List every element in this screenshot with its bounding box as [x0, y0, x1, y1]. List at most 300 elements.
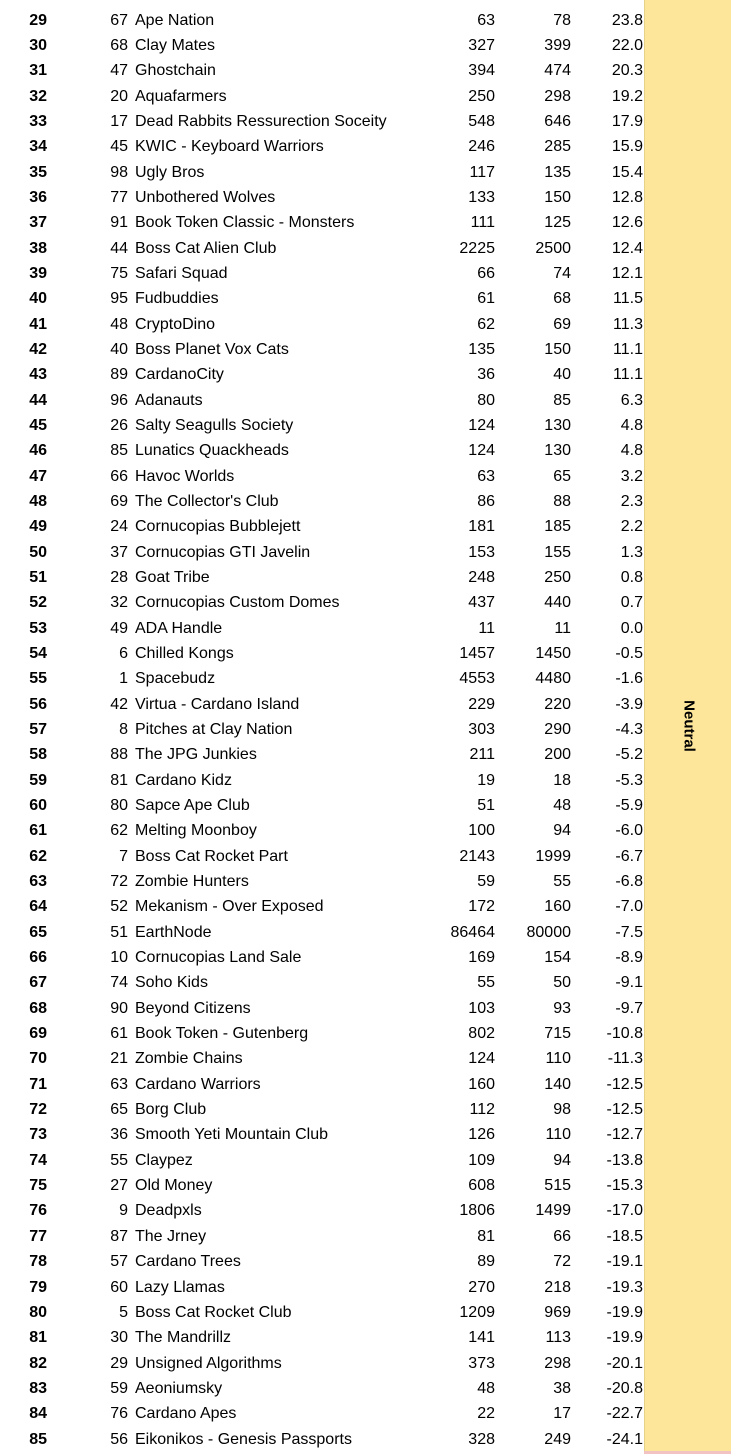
name-cell: Smooth Yeti Mountain Club	[135, 1126, 329, 1144]
value-b-cell: 74	[553, 264, 571, 282]
id-cell: 5	[119, 1303, 128, 1321]
value-a-cell: 48	[477, 1379, 495, 1397]
name-cell: Soho Kids	[135, 974, 208, 992]
id-cell: 37	[110, 543, 128, 561]
id-cell: 1	[119, 670, 128, 688]
rank-cell: 40	[29, 290, 47, 308]
rank-cell: 53	[29, 619, 47, 637]
rank-cell: 66	[29, 949, 47, 967]
table-row	[0, 362, 644, 387]
percent-cell: -5.2	[615, 746, 643, 764]
name-cell: Lazy Llamas	[135, 1278, 225, 1296]
value-a-cell: 61	[477, 290, 495, 308]
percent-cell: 23.8	[611, 11, 643, 29]
rank-cell: 56	[29, 695, 47, 713]
value-a-cell: 141	[468, 1329, 495, 1347]
percent-cell: 15.9	[611, 138, 643, 156]
id-cell: 66	[110, 467, 128, 485]
value-b-cell: 150	[544, 188, 571, 206]
table-row	[0, 1427, 644, 1452]
percent-cell: -19.1	[606, 1253, 643, 1271]
table-row	[0, 337, 644, 362]
name-cell: Mekanism - Over Exposed	[135, 898, 324, 916]
value-b-cell: 2500	[535, 239, 571, 257]
value-b-cell: 440	[544, 594, 571, 612]
rank-cell: 81	[29, 1329, 47, 1347]
id-cell: 81	[110, 771, 128, 789]
table-row	[0, 8, 644, 33]
value-b-cell: 220	[544, 695, 571, 713]
value-a-cell: 124	[468, 416, 495, 434]
name-cell: Havoc Worlds	[135, 467, 235, 485]
value-a-cell: 373	[468, 1354, 495, 1372]
name-cell: Aeoniumsky	[135, 1379, 223, 1397]
name-cell: Book Token Classic - Monsters	[135, 214, 355, 232]
name-cell: Salty Seagulls Society	[135, 416, 294, 434]
percent-cell: 20.3	[611, 62, 643, 80]
rank-cell: 71	[29, 1075, 47, 1093]
id-cell: 51	[110, 923, 128, 941]
percent-cell: -18.5	[606, 1227, 643, 1245]
value-a-cell: 2143	[459, 847, 495, 865]
id-cell: 10	[110, 949, 128, 967]
value-b-cell: 93	[553, 999, 571, 1017]
value-a-cell: 2225	[459, 239, 495, 257]
table-row	[0, 286, 644, 311]
table-row	[0, 996, 644, 1021]
value-a-cell: 86464	[450, 923, 495, 941]
value-a-cell: 4553	[459, 670, 495, 688]
value-b-cell: 1499	[535, 1202, 571, 1220]
id-cell: 85	[110, 442, 128, 460]
percent-cell: 1.3	[620, 543, 643, 561]
table-row	[0, 1249, 644, 1274]
rank-cell: 37	[29, 214, 47, 232]
rank-cell: 58	[29, 746, 47, 764]
name-cell: Unsigned Algorithms	[135, 1354, 282, 1372]
name-cell: The Collector's Club	[135, 492, 279, 510]
table-row	[0, 33, 644, 58]
rank-cell: 85	[29, 1430, 47, 1448]
value-b-cell: 200	[544, 746, 571, 764]
percent-cell: 17.9	[611, 112, 643, 130]
id-cell: 59	[110, 1379, 128, 1397]
table-row	[0, 768, 644, 793]
value-b-cell: 250	[544, 568, 571, 586]
id-cell: 44	[110, 239, 128, 257]
value-b-cell: 113	[545, 1329, 571, 1347]
id-cell: 76	[110, 1405, 128, 1423]
table-row	[0, 438, 644, 463]
value-b-cell: 4480	[535, 670, 571, 688]
value-a-cell: 802	[468, 1025, 495, 1043]
percent-cell: -13.8	[606, 1151, 643, 1169]
value-a-cell: 169	[468, 949, 495, 967]
rank-cell: 57	[29, 721, 47, 739]
value-b-cell: 94	[553, 1151, 571, 1169]
id-cell: 60	[110, 1278, 128, 1296]
percent-cell: -12.7	[606, 1126, 643, 1144]
value-a-cell: 117	[469, 163, 495, 181]
percent-cell: -9.7	[615, 999, 643, 1017]
percent-cell: -22.7	[606, 1405, 643, 1423]
id-cell: 55	[110, 1151, 128, 1169]
table-row	[0, 540, 644, 565]
table-row	[0, 261, 644, 286]
table-row	[0, 666, 644, 691]
value-b-cell: 68	[553, 290, 571, 308]
percent-cell: 12.1	[611, 264, 643, 282]
value-a-cell: 126	[468, 1126, 495, 1144]
value-a-cell: 135	[468, 340, 495, 358]
value-a-cell: 303	[468, 721, 495, 739]
rank-cell: 60	[29, 797, 47, 815]
id-cell: 69	[110, 492, 128, 510]
table-row	[0, 489, 644, 514]
table-row	[0, 641, 644, 666]
value-a-cell: 62	[477, 315, 495, 333]
value-a-cell: 1457	[459, 645, 495, 662]
value-b-cell: 38	[553, 1379, 571, 1397]
rank-cell: 78	[29, 1253, 47, 1271]
value-b-cell: 94	[553, 822, 571, 840]
table-row	[0, 590, 644, 615]
value-a-cell: 160	[468, 1075, 495, 1093]
value-b-cell: 646	[544, 112, 571, 130]
table-row	[0, 565, 644, 590]
id-cell: 7	[119, 847, 128, 865]
value-a-cell: 270	[468, 1278, 495, 1296]
value-a-cell: 59	[477, 873, 495, 891]
rank-cell: 48	[29, 492, 47, 510]
value-a-cell: 394	[468, 62, 495, 80]
table-row	[0, 894, 644, 919]
value-b-cell: 140	[544, 1075, 571, 1093]
name-cell: The JPG Junkies	[135, 746, 257, 764]
value-a-cell: 548	[468, 112, 495, 130]
value-b-cell: 130	[544, 442, 571, 460]
value-a-cell: 66	[477, 264, 495, 282]
name-cell: Adanauts	[135, 391, 203, 409]
id-cell: 68	[110, 36, 128, 54]
rank-cell: 50	[29, 543, 47, 561]
value-b-cell: 98	[553, 1101, 571, 1119]
value-b-cell: 185	[544, 518, 571, 536]
table-row	[0, 413, 644, 438]
value-a-cell: 328	[468, 1430, 495, 1448]
table-row	[0, 1325, 644, 1350]
rank-cell: 47	[29, 467, 47, 485]
name-cell: Cardano Warriors	[135, 1075, 261, 1093]
value-a-cell: 211	[469, 746, 495, 764]
percent-cell: -5.3	[615, 771, 643, 789]
name-cell: Pitches at Clay Nation	[135, 721, 293, 739]
name-cell: Zombie Chains	[135, 1050, 243, 1068]
value-b-cell: 290	[544, 721, 571, 739]
value-a-cell: 327	[468, 36, 495, 54]
percent-cell: -6.7	[615, 847, 643, 865]
id-cell: 32	[110, 594, 128, 612]
rank-cell: 80	[29, 1303, 47, 1321]
value-a-cell: 124	[468, 1050, 495, 1068]
name-cell: Boss Planet Vox Cats	[135, 340, 289, 358]
rank-cell: 46	[29, 442, 47, 460]
rank-cell: 51	[29, 568, 47, 586]
value-a-cell: 124	[468, 442, 495, 460]
percent-cell: -4.3	[615, 721, 643, 739]
id-cell: 42	[110, 695, 128, 713]
value-a-cell: 63	[477, 11, 495, 29]
rank-cell: 69	[29, 1025, 47, 1043]
table-row	[0, 109, 644, 134]
id-cell: 67	[110, 11, 128, 29]
value-a-cell: 22	[477, 1405, 495, 1423]
name-cell: Dead Rabbits Ressurection Soceity	[135, 112, 387, 130]
percent-cell: -10.8	[606, 1025, 643, 1043]
rank-cell: 44	[29, 391, 47, 409]
percent-cell: -17.0	[606, 1202, 643, 1220]
id-cell: 29	[110, 1354, 128, 1372]
id-cell: 56	[110, 1430, 128, 1448]
id-cell: 75	[110, 264, 128, 282]
value-b-cell: 298	[544, 1354, 571, 1372]
name-cell: Cornucopias Bubblejett	[135, 518, 301, 536]
id-cell: 26	[110, 416, 128, 434]
percent-cell: 19.2	[611, 87, 643, 105]
value-a-cell: 51	[477, 797, 495, 815]
name-cell: Unbothered Wolves	[135, 188, 276, 206]
name-cell: Virtua - Cardano Island	[135, 695, 300, 713]
id-cell: 36	[110, 1126, 128, 1144]
table-row	[0, 210, 644, 235]
name-cell: Goat Tribe	[135, 568, 210, 586]
table-row	[0, 464, 644, 489]
id-cell: 9	[119, 1202, 128, 1220]
rank-cell: 38	[29, 239, 47, 257]
id-cell: 27	[110, 1177, 128, 1195]
value-a-cell: 63	[477, 467, 495, 485]
percent-cell: -11.3	[607, 1050, 643, 1068]
percent-cell: 11.1	[613, 366, 643, 384]
value-b-cell: 135	[544, 163, 571, 181]
value-a-cell: 246	[468, 138, 495, 156]
percent-cell: -15.3	[606, 1177, 643, 1195]
rank-cell: 73	[29, 1126, 47, 1144]
rank-cell: 68	[29, 999, 47, 1017]
id-cell: 72	[110, 873, 128, 891]
id-cell: 87	[110, 1227, 128, 1245]
value-b-cell: 125	[544, 214, 571, 232]
rank-cell: 52	[29, 594, 47, 612]
percent-cell: 3.2	[620, 467, 643, 485]
table-row	[0, 1122, 644, 1147]
percent-cell: 12.4	[611, 239, 643, 257]
percent-cell: 4.8	[620, 416, 643, 434]
rank-cell: 72	[29, 1101, 47, 1119]
value-a-cell: 55	[477, 974, 495, 992]
rank-cell: 34	[29, 138, 47, 156]
id-cell: 57	[110, 1253, 128, 1271]
value-a-cell: 103	[468, 999, 495, 1017]
table-row	[0, 1072, 644, 1097]
rank-cell: 62	[29, 847, 47, 865]
value-b-cell: 130	[544, 416, 571, 434]
percent-cell: 0.0	[620, 619, 643, 637]
value-b-cell: 1999	[535, 847, 571, 865]
table-row	[0, 236, 644, 261]
name-cell: Boss Cat Alien Club	[135, 239, 277, 257]
name-cell: EarthNode	[135, 923, 212, 941]
name-cell: Cardano Kidz	[135, 771, 232, 789]
id-cell: 80	[110, 797, 128, 815]
value-a-cell: 133	[468, 188, 495, 206]
name-cell: Deadpxls	[135, 1202, 202, 1220]
id-cell: 49	[110, 619, 128, 637]
id-cell: 61	[110, 1025, 128, 1043]
percent-cell: 0.7	[620, 594, 643, 612]
percent-cell: 2.2	[620, 518, 643, 536]
id-cell: 24	[110, 518, 128, 536]
percent-cell: -12.5	[606, 1101, 643, 1119]
value-a-cell: 181	[468, 518, 495, 536]
table-row	[0, 1351, 644, 1376]
name-cell: Lunatics Quackheads	[135, 442, 289, 460]
percent-cell: -24.1	[606, 1430, 643, 1448]
percent-cell: -6.0	[615, 822, 643, 840]
id-cell: 40	[110, 340, 128, 358]
id-cell: 45	[110, 138, 128, 156]
name-cell: Melting Moonboy	[135, 822, 257, 840]
value-b-cell: 285	[544, 138, 571, 156]
percent-cell: -12.5	[606, 1075, 643, 1093]
value-b-cell: 160	[544, 898, 571, 916]
percent-cell: -5.9	[615, 797, 643, 815]
band-label: Neutral	[680, 700, 697, 752]
value-a-cell: 36	[477, 366, 495, 384]
name-cell: Cornucopias Custom Domes	[135, 594, 340, 612]
rank-cell: 77	[29, 1227, 47, 1245]
value-b-cell: 17	[553, 1405, 571, 1423]
id-cell: 88	[110, 746, 128, 764]
name-cell: Chilled Kongs	[135, 645, 234, 662]
value-b-cell: 65	[553, 467, 571, 485]
table-row	[0, 869, 644, 894]
name-cell: Clay Mates	[135, 36, 216, 54]
neutral-band	[644, 0, 731, 1452]
id-cell: 62	[110, 822, 128, 840]
name-cell: KWIC - Keyboard Warriors	[135, 138, 324, 156]
name-cell: CardanoCity	[135, 366, 224, 384]
name-cell: Ugly Bros	[135, 163, 205, 181]
percent-cell: -19.3	[606, 1278, 643, 1296]
table-row	[0, 312, 644, 337]
percent-cell: 22.0	[611, 36, 643, 54]
value-b-cell: 399	[544, 36, 571, 54]
id-cell: 17	[110, 112, 128, 130]
rank-cell: 74	[29, 1151, 47, 1169]
rank-cell: 70	[29, 1050, 47, 1068]
id-cell: 48	[110, 315, 128, 333]
percent-cell: 6.3	[620, 391, 643, 409]
id-cell: 20	[110, 87, 128, 105]
name-cell: Cornucopias GTI Javelin	[135, 543, 311, 561]
value-b-cell: 85	[553, 391, 571, 409]
table-row	[0, 970, 644, 995]
percent-cell: 11.5	[613, 290, 643, 308]
name-cell: ADA Handle	[135, 619, 223, 637]
value-b-cell: 50	[553, 974, 571, 992]
table-row	[0, 945, 644, 970]
table-row	[0, 388, 644, 413]
name-cell: Book Token - Gutenberg	[135, 1025, 309, 1043]
rank-cell: 29	[29, 11, 47, 29]
rank-cell: 55	[29, 670, 47, 688]
percent-cell: 15.4	[611, 163, 643, 181]
name-cell: Fudbuddies	[135, 290, 219, 308]
rank-cell: 83	[29, 1379, 47, 1397]
name-cell: Eikonikos - Genesis Passports	[135, 1430, 352, 1448]
value-a-cell: 229	[468, 695, 495, 713]
id-cell: 63	[110, 1075, 128, 1093]
rank-cell: 64	[29, 898, 47, 916]
value-b-cell: 715	[544, 1025, 571, 1043]
name-cell: Safari Squad	[135, 264, 228, 282]
table-row	[0, 1021, 644, 1046]
rank-cell: 76	[29, 1202, 47, 1220]
value-b-cell: 55	[553, 873, 571, 891]
id-cell: 52	[110, 898, 128, 916]
name-cell: Zombie Hunters	[135, 873, 249, 891]
rank-cell: 75	[29, 1177, 47, 1195]
rank-cell: 79	[29, 1278, 47, 1296]
value-b-cell: 298	[544, 87, 571, 105]
percent-cell: -19.9	[606, 1303, 643, 1321]
table-row	[0, 1300, 644, 1325]
value-b-cell: 154	[544, 949, 571, 967]
value-b-cell: 78	[553, 11, 571, 29]
rank-cell: 32	[29, 87, 47, 105]
percent-cell: -3.9	[615, 695, 643, 713]
rank-cell: 54	[29, 645, 47, 662]
name-cell: Borg Club	[135, 1101, 207, 1119]
value-b-cell: 80000	[526, 923, 571, 941]
name-cell: Cornucopias Land Sale	[135, 949, 302, 967]
rank-cell: 33	[29, 112, 47, 130]
id-cell: 8	[119, 721, 128, 739]
value-a-cell: 80	[477, 391, 495, 409]
value-b-cell: 72	[553, 1253, 571, 1271]
id-cell: 47	[110, 62, 128, 80]
value-b-cell: 1450	[535, 645, 571, 662]
name-cell: CryptoDino	[135, 315, 216, 333]
value-b-cell: 88	[553, 492, 571, 510]
rank-cell: 30	[29, 36, 47, 54]
rank-cell: 59	[29, 771, 47, 789]
value-b-cell: 66	[553, 1227, 571, 1245]
value-a-cell: 100	[468, 822, 495, 840]
value-b-cell: 249	[544, 1430, 571, 1448]
id-cell: 65	[110, 1101, 128, 1119]
table-row	[0, 1046, 644, 1071]
percent-cell: -0.5	[615, 645, 643, 662]
rank-cell: 61	[29, 822, 47, 840]
id-cell: 21	[110, 1050, 128, 1068]
value-b-cell: 155	[544, 543, 571, 561]
percent-cell: 12.8	[611, 188, 643, 206]
percent-cell: -1.6	[615, 670, 643, 688]
percent-cell: 11.3	[613, 315, 643, 333]
percent-cell: 12.6	[611, 214, 643, 232]
